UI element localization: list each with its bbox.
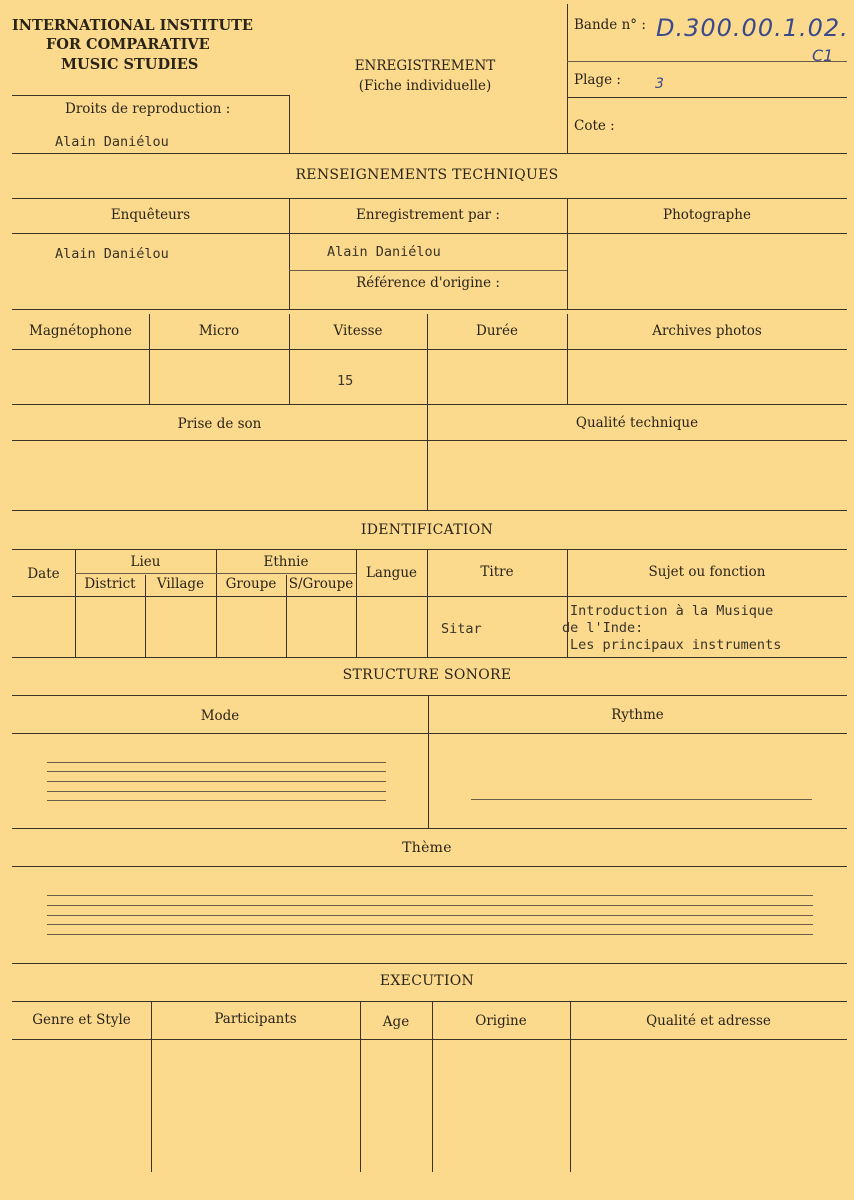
institute-name-line1: INTERNATIONAL INSTITUTE: [12, 17, 253, 34]
district-label: District: [84, 576, 136, 592]
divider-line: [12, 233, 847, 234]
divider-line: [12, 695, 847, 696]
divider-line: [12, 153, 847, 154]
plage-underline: [567, 97, 847, 98]
rights-box-right: [289, 95, 290, 153]
village-label: Village: [156, 576, 205, 592]
column-divider: [427, 404, 428, 510]
divider-line: [12, 1001, 847, 1002]
archives-label: Archives photos: [652, 323, 762, 339]
institute-name-line3: MUSIC STUDIES: [61, 56, 199, 73]
vitesse-value: 15: [337, 373, 354, 389]
sujet-value-line1: Introduction à la Musique: [570, 603, 774, 619]
column-divider: [289, 198, 290, 309]
divider-line: [47, 771, 386, 772]
rights-box-top: [12, 95, 289, 96]
mode-label: Mode: [200, 708, 240, 724]
divider-line: [12, 349, 847, 350]
langue-label: Langue: [365, 565, 418, 581]
genre-label: Genre et Style: [32, 1012, 131, 1028]
header-divider: [567, 4, 568, 154]
micro-label: Micro: [198, 323, 240, 339]
divider-line: [47, 895, 813, 896]
prise-label: Prise de son: [177, 416, 262, 432]
divider-line: [47, 924, 813, 925]
titre-value: Sitar: [441, 621, 482, 637]
institute-name-line2: FOR COMPARATIVE: [46, 36, 210, 53]
enregistrement-value: Alain Daniélou: [327, 244, 441, 260]
divider-line: [12, 198, 847, 199]
plage-value: 3: [655, 76, 664, 92]
divider-line: [12, 510, 847, 511]
divider-line: [12, 828, 847, 829]
sujet-value-line3: Les principaux instruments: [570, 637, 782, 653]
section-title-structure: STRUCTURE SONORE: [342, 667, 512, 683]
sujet-label: Sujet ou fonction: [648, 564, 766, 580]
column-divider: [289, 314, 290, 404]
lieu-label: Lieu: [130, 554, 161, 570]
reference-label: Référence d'origine :: [356, 275, 500, 291]
divider-line: [12, 309, 847, 310]
form-subtitle: (Fiche individuelle): [358, 78, 492, 94]
divider-line: [12, 440, 847, 441]
duree-label: Durée: [476, 323, 518, 339]
enqueteurs-value: Alain Daniélou: [55, 246, 169, 262]
divider-line: [12, 1039, 847, 1040]
bande-value: D.300.00.1.02.: [656, 14, 849, 42]
divider-line: [47, 800, 386, 801]
section-title-technical: RENSEIGNEMENTS TECHNIQUES: [295, 167, 559, 183]
enqueteurs-label: Enquêteurs: [110, 207, 191, 223]
qualite-technique-label: Qualité technique: [575, 415, 699, 431]
bande-suffix: C1: [812, 46, 834, 65]
divider-line: [12, 866, 847, 867]
plage-label: Plage :: [574, 72, 621, 88]
divider-line: [12, 963, 847, 964]
groupe-label: Groupe: [225, 576, 277, 592]
form-title: ENREGISTREMENT: [354, 58, 496, 74]
participants-label: Participants: [214, 1011, 297, 1027]
bande-underline: [567, 61, 847, 62]
sujet-value-line2: de l'Inde:: [562, 620, 644, 636]
divider-line: [47, 781, 386, 782]
titre-label: Titre: [480, 564, 514, 580]
theme-label: Thème: [402, 840, 452, 856]
column-divider: [427, 314, 428, 404]
section-title-execution: EXECUTION: [379, 973, 475, 989]
divider-line: [12, 657, 847, 658]
divider-line: [289, 270, 567, 271]
divider-line: [47, 791, 386, 792]
divider-line: [47, 762, 386, 763]
divider-line: [12, 404, 847, 405]
column-divider: [151, 1001, 152, 1172]
column-divider: [149, 314, 150, 404]
photographe-label: Photographe: [663, 207, 751, 223]
divider-line: [75, 573, 356, 574]
rythme-label: Rythme: [611, 707, 664, 723]
magnetophone-label: Magnétophone: [29, 323, 132, 339]
divider-line: [471, 799, 812, 800]
divider-line: [47, 934, 813, 935]
column-divider: [432, 1001, 433, 1172]
divider-line: [12, 733, 847, 734]
cote-label: Cote :: [574, 118, 615, 134]
rights-value: Alain Daniélou: [55, 134, 169, 150]
origine-label: Origine: [475, 1013, 527, 1029]
column-divider: [428, 695, 429, 828]
column-divider: [567, 198, 568, 309]
divider-line: [47, 915, 813, 916]
column-divider: [567, 314, 568, 404]
age-label: Age: [382, 1014, 410, 1030]
qualite-adresse-label: Qualité et adresse: [646, 1013, 771, 1029]
divider-line: [12, 596, 847, 597]
rights-label: Droits de reproduction :: [65, 101, 231, 117]
date-label: Date: [27, 566, 60, 582]
bande-label: Bande n° :: [574, 17, 646, 33]
section-title-identification: IDENTIFICATION: [360, 522, 494, 538]
vitesse-label: Vitesse: [333, 323, 383, 339]
divider-line: [12, 549, 847, 550]
column-divider: [360, 1001, 361, 1172]
enregistrement-label: Enregistrement par :: [356, 207, 500, 223]
column-divider: [570, 1001, 571, 1172]
sgroupe-label: S/Groupe: [288, 576, 354, 592]
ethnie-label: Ethnie: [263, 554, 309, 570]
divider-line: [47, 905, 813, 906]
